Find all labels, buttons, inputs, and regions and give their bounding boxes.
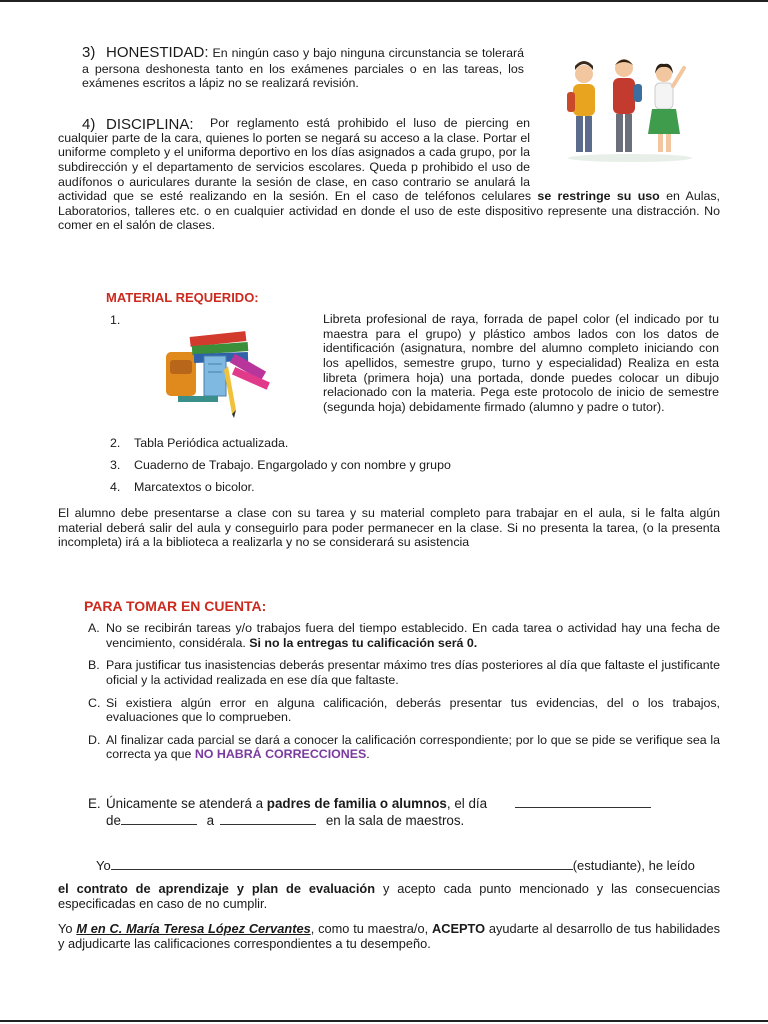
cuenta-heading: PARA TOMAR EN CUENTA: [84, 598, 267, 614]
contrato-text: y acepto cada punto mencionado y las consecuencias especificadas en caso de no cumplir. [58, 881, 721, 912]
top-rule [0, 0, 768, 2]
disciplina-bold: se restringe su uso [537, 189, 660, 204]
list-item-number: 4. [110, 480, 121, 494]
section-text: En ningún caso y bajo ninguna circunstancia se tolerará a persona deshonesta tanto en los exámenes parciales o en las tareas, los exámenes escritos a lápiz no se realizará revisión. [82, 46, 524, 91]
student-signature-line [96, 858, 720, 873]
list-item-text: Tabla Periódica actualizada. [134, 436, 289, 450]
item-e-text-1: Únicamente se atenderá a [106, 796, 267, 811]
contrato-paragraph [58, 881, 720, 911]
list-item-text: Para justificar tus inasistencias deberás presentar máximo tres días posteriores al día que faltaste el justificante oficial y la actividad realizada en ese día que faltaste. [106, 658, 720, 687]
list-item-text: No se recibirán tareas y/o trabajos fuera del tiempo establecido. En cada tarea o actividad hay una fecha de vencimiento, considérala. [106, 621, 720, 650]
list-item [88, 733, 720, 762]
list-item-number: 3. [110, 458, 121, 472]
bottom-rule [0, 1020, 768, 1022]
cuenta-list [88, 621, 720, 768]
list-item [88, 658, 720, 687]
section-title: HONESTIDAD: [106, 44, 209, 61]
item-e-bold: padres de familia o alumnos [266, 796, 447, 811]
list-item-number: 2. [110, 436, 121, 450]
cuenta-item-e [88, 796, 720, 830]
material-item-1-text: Libreta profesional de raya, forrada de papel color (el indicado por tu maestra para el grupo) y plástico ambos lados con los datos de identificación (asignatura, nombre del alumno completo iniciando con los apellidos, semestre grupo, turno y especialidad) Realiza en esta libreta (primera hoja) una portada, donde puedes colocar un dibujo relacionado con la materia. Pega este protocolo de inicio de semestre (segunda hoja) debidamente firmado (alumno y padre o tutor). [323, 312, 719, 414]
disciplina-body [58, 116, 720, 233]
list-item-mark: C. [88, 695, 101, 710]
day-blank[interactable] [515, 796, 651, 808]
disciplina-text-2: en Aulas, Laboratorios, talleres etc. o en cualquier actividad en donde el uso de este dispositivo represente una distracción. No comer en el salón de clases. [58, 189, 720, 233]
list-item-bold: Si no la entregas tu calificación será 0. [249, 635, 478, 650]
to-time-blank[interactable] [220, 813, 316, 825]
maestra-paragraph [58, 921, 720, 951]
list-item [110, 436, 530, 458]
list-item-end: . [366, 747, 370, 762]
list-item-text: Cuaderno de Trabajo. Engargolado y con nombre y grupo [134, 458, 451, 472]
list-item-mark: A. [88, 621, 100, 635]
item-e-de: de [106, 812, 121, 828]
maestra-name: M en C. María Teresa López Cervantes [76, 921, 311, 936]
list-item-text: Al finalizar cada parcial se dará a conocer la calificación correspondiente; por lo que se pide se verifique sea la correcta ya que [106, 732, 720, 762]
school-supplies-illustration [160, 326, 280, 418]
disciplina-text-1: Por reglamento está prohibido el luso de piercing en cualquier parte de la cara, quienes lo porten se negará su acceso a la clase. Portar el uniforme completo y el uniforma deportivo en los días asignados a cada grupo, por la subdirección y el departamento de servicios escolares. Queda p prohibido el uso de audífonos o auriculares durante la sesión de clase, en caso contrario se anulará la actividad que se esté realizando en la sesión. En el caso de teléfonos celulares [58, 116, 538, 204]
yo-label: Yo [96, 858, 111, 873]
no-correcciones-highlight: NO HABRÁ CORRECCIONES [194, 747, 367, 762]
list-item-mark: E. [88, 796, 101, 811]
from-time-blank[interactable] [121, 813, 197, 825]
item-e-a: a [206, 812, 215, 828]
list-item [88, 621, 720, 650]
maestra-text-1: , como tu maestra/o, [310, 921, 432, 936]
section-number: 4) [82, 116, 96, 133]
list-item-text: Si existiera algún error en alguna calificación, deberás presentar tus evidencias, del o los trabajos, evaluaciones que lo comprueben. [106, 695, 720, 725]
estudiante-label: (estudiante), he leído [572, 858, 695, 873]
list-item [88, 696, 720, 725]
list-item-text: Marcatextos o bicolor. [134, 480, 255, 494]
list-item-mark: B. [88, 658, 100, 673]
section-honestidad [82, 44, 524, 91]
contrato-bold: el contrato de aprendizaje y plan de evaluación [58, 881, 376, 896]
list-item-mark: D. [88, 732, 101, 747]
section-number: 3) [82, 44, 96, 61]
material-list [110, 436, 530, 502]
maestra-text-2: ayudarte al desarrollo de tus habilidades y adjudicarte las calificaciones correspondientes a tu desempeño. [58, 921, 720, 952]
item-e-end: en la sala de maestros. [325, 812, 465, 828]
material-heading: MATERIAL REQUERIDO: [106, 290, 259, 305]
item-e-text-2: , el día [446, 796, 488, 811]
material-note: El alumno debe presentarse a clase con su tarea y su material completo para trabajar en el aula, si le falta algún material deberá salir del aula y conseguirlo para poder permanecer en la clase. Si no presenta la tarea, (o la presenta incompleta) irá a la biblioteca a realizarla y no se considerará su asistencia [58, 506, 720, 550]
acepto-label: ACEPTO [431, 921, 486, 936]
section-title: DISCIPLINA: [106, 116, 194, 133]
list-item [110, 480, 530, 502]
list-item [110, 458, 530, 480]
maestra-yo: Yo [58, 921, 77, 936]
material-item-1-number: 1. [110, 313, 121, 327]
student-name-blank[interactable] [111, 858, 573, 870]
